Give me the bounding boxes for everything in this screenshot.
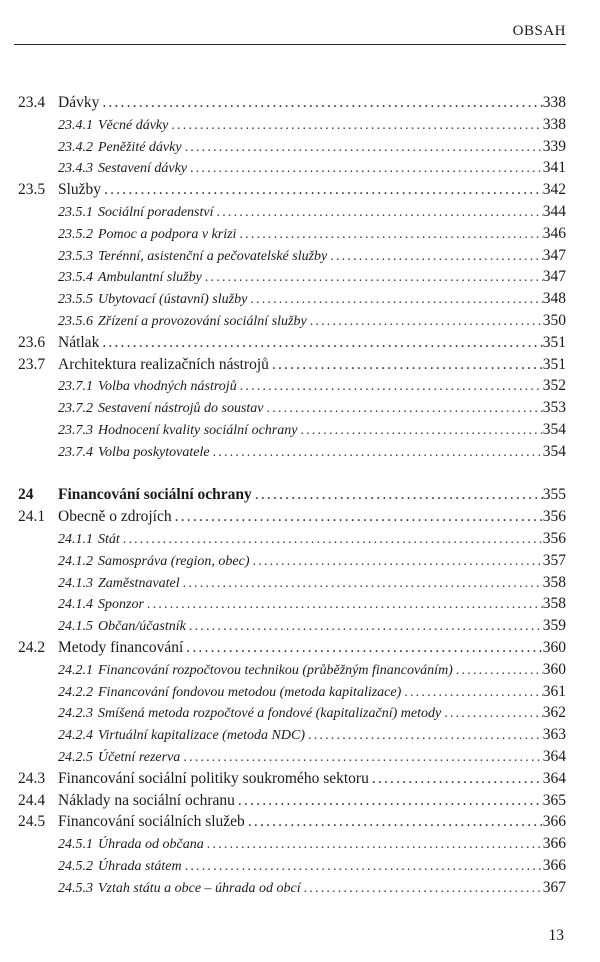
- toc-entry-23-5-5: [18, 288, 566, 310]
- entry-title: Věcné dávky: [98, 117, 169, 133]
- toc-entry-23-5-6: [18, 310, 566, 332]
- entry-title: Terénní, asistenční a pečovatelské služby: [98, 248, 328, 264]
- entry-page: 366: [542, 813, 566, 831]
- dot-leader: [183, 573, 543, 594]
- entry-page: 356: [542, 529, 566, 547]
- dot-leader: [272, 354, 543, 376]
- entry-title: Obecně o zdrojích: [58, 508, 172, 526]
- dot-leader: [123, 529, 543, 550]
- entry-page: 363: [542, 726, 566, 744]
- entry-number: 23.5: [18, 181, 46, 199]
- entry-page: 342: [542, 181, 566, 199]
- toc-entry-23-4-1: [18, 114, 566, 136]
- dot-leader: [205, 267, 543, 288]
- entry-title: Smíšená metoda rozpočtové a fondové (kapitalizační) metody: [98, 706, 442, 722]
- entry-title: Samospráva (region, obec): [98, 553, 250, 569]
- toc-entry-23-5-2: [18, 223, 566, 245]
- toc-entry-23-5-1: [18, 201, 566, 223]
- entry-number: 24.1.3: [58, 575, 93, 591]
- entry-number: 23.4: [18, 94, 46, 111]
- dot-leader: [330, 246, 542, 267]
- entry-title: Pomoc a podpora v krizi: [98, 226, 237, 242]
- toc-entry-24-1-5: [18, 615, 566, 637]
- dot-leader: [147, 594, 543, 615]
- entry-title: Sociální poradenství: [98, 204, 214, 220]
- toc-entry-24-5: [18, 811, 566, 833]
- entry-title: Občan/účastník: [98, 619, 186, 635]
- entry-number: 23.7.3: [58, 422, 93, 438]
- dot-leader: [207, 834, 543, 855]
- entry-number: 23.7.2: [58, 401, 93, 417]
- entry-page: 358: [542, 595, 566, 613]
- entry-page: 341: [542, 159, 566, 177]
- entry-number: 24.1.2: [58, 553, 93, 569]
- page-number: 13: [548, 927, 564, 944]
- entry-title: Volba vhodných nástrojů: [98, 379, 237, 395]
- entry-page: 338: [542, 115, 566, 133]
- dot-leader: [248, 811, 543, 833]
- entry-title: Volba poskytovatele: [98, 444, 210, 460]
- entry-title: Sponzor: [98, 597, 144, 613]
- entry-number: 24.5: [18, 813, 46, 831]
- running-header-title: OBSAH: [512, 23, 566, 39]
- entry-number: 23.7.1: [58, 379, 93, 395]
- entry-page: 365: [542, 791, 566, 809]
- table-of-contents: [18, 92, 566, 898]
- section-gap: [18, 463, 566, 485]
- entry-page: 357: [542, 551, 566, 569]
- entry-page: 347: [542, 268, 566, 286]
- toc-entry-24-2-1: [18, 659, 566, 681]
- toc-entry-23-4-3: [18, 157, 566, 179]
- entry-number: 24.2.4: [58, 728, 93, 744]
- toc-entry-23-4: [18, 92, 566, 114]
- entry-page: 351: [542, 355, 566, 373]
- toc-entry-23-5-4: [18, 266, 566, 288]
- dot-leader: [239, 224, 542, 245]
- entry-number: 24.2.2: [58, 684, 93, 700]
- dot-leader: [308, 725, 543, 746]
- entry-title: Financování sociální ochrany: [58, 486, 252, 504]
- entry-title: Financování fondovou metodou (metoda kapitalizace): [98, 684, 402, 700]
- entry-number: 24.1.5: [58, 619, 93, 635]
- toc-entry-24-1-4: [18, 593, 566, 615]
- entry-number: 24.1: [18, 508, 46, 526]
- entry-number: 24.2: [18, 638, 46, 656]
- dot-leader: [404, 682, 542, 703]
- entry-number: 23.5.5: [58, 292, 93, 308]
- dot-leader: [185, 856, 543, 877]
- entry-title: Náklady na sociální ochranu: [58, 791, 235, 809]
- dot-leader: [250, 289, 542, 310]
- entry-page: 367: [542, 878, 566, 896]
- entry-page: 346: [542, 224, 566, 242]
- dot-leader: [213, 442, 543, 463]
- entry-number: 24.2.5: [58, 749, 93, 765]
- dot-leader: [189, 616, 543, 637]
- toc-entry-24-1-3: [18, 572, 566, 594]
- entry-title: Úhrada státem: [98, 858, 182, 874]
- entry-title: Peněžité dávky: [98, 139, 182, 155]
- entry-number: 23.5.3: [58, 248, 93, 264]
- dot-leader: [253, 551, 543, 572]
- entry-title: Ubytovací (ústavní) služby: [98, 292, 248, 308]
- entry-page: 350: [542, 311, 566, 329]
- entry-title: Financování sociálních služeb: [58, 813, 245, 831]
- running-header: [14, 14, 566, 45]
- dot-leader: [190, 158, 543, 179]
- entry-title: Metody financování: [58, 638, 184, 656]
- entry-number: 23.4.3: [58, 161, 93, 177]
- entry-title: Úhrada od občana: [98, 837, 204, 853]
- entry-title: Architektura realizačních nástrojů: [58, 355, 269, 373]
- entry-number: 23.7.4: [58, 444, 93, 460]
- entry-page: 339: [542, 137, 566, 155]
- entry-title: Hodnocení kvality sociální ochrany: [98, 422, 298, 438]
- entry-page: 358: [542, 573, 566, 591]
- toc-entry-23-6: [18, 332, 566, 354]
- toc-entry-24-5-3: [18, 877, 566, 899]
- entry-number: 23.4.1: [58, 117, 93, 133]
- entry-number: 24.5.1: [58, 837, 93, 853]
- dot-leader: [304, 878, 543, 899]
- dot-leader: [300, 420, 542, 441]
- entry-number: 23.6: [18, 333, 46, 351]
- entry-number: 23.5.4: [58, 270, 93, 286]
- entry-title: Virtuální kapitalizace (metoda NDC): [98, 728, 305, 744]
- toc-entry-24: [18, 484, 566, 506]
- toc-entry-23-7: [18, 354, 566, 376]
- dot-leader: [217, 202, 543, 223]
- toc-entry-24-5-1: [18, 833, 566, 855]
- entry-title: Zaměstnavatel: [98, 575, 180, 591]
- entry-page: 352: [542, 377, 566, 395]
- entry-number: 24.3: [18, 769, 46, 787]
- toc-entry-23-5: [18, 179, 566, 201]
- entry-number: 24.2.3: [58, 706, 93, 722]
- entry-title: Financování sociální politiky soukromého sektoru: [58, 769, 369, 787]
- toc-entry-24-1-2: [18, 550, 566, 572]
- toc-entry-24-4: [18, 790, 566, 812]
- dot-leader: [186, 637, 542, 659]
- toc-entry-24-2-5: [18, 746, 566, 768]
- entry-number: 23.7: [18, 355, 46, 373]
- entry-page: 355: [542, 486, 566, 504]
- dot-leader: [183, 747, 542, 768]
- entry-number: 24.2.1: [58, 662, 93, 678]
- entry-page: 344: [542, 202, 566, 220]
- toc-entry-24-2: [18, 637, 566, 659]
- entry-page: 353: [542, 399, 566, 417]
- dot-leader: [102, 332, 542, 354]
- toc-entry-23-4-2: [18, 136, 566, 158]
- entry-number: 23.5.1: [58, 204, 93, 220]
- entry-page: 364: [542, 747, 566, 765]
- toc-entry-24-2-3: [18, 702, 566, 724]
- dot-leader: [456, 660, 543, 681]
- entry-page: 354: [542, 442, 566, 460]
- dot-leader: [310, 311, 543, 332]
- dot-leader: [240, 376, 543, 397]
- entry-page: 361: [542, 682, 566, 700]
- entry-number: 24.1.4: [58, 597, 93, 613]
- entry-title: Stát: [98, 531, 120, 547]
- dot-leader: [104, 179, 543, 201]
- toc-entry-23-7-3: [18, 419, 566, 441]
- entry-number: 23.5.6: [58, 313, 93, 329]
- entry-page: 348: [542, 290, 566, 308]
- entry-page: 366: [542, 835, 566, 853]
- entry-title: Sestavení nástrojů do soustav: [98, 401, 264, 417]
- entry-page: 362: [542, 704, 566, 722]
- entry-page: 360: [542, 638, 566, 656]
- entry-page: 356: [542, 508, 566, 526]
- entry-title: Účetní rezerva: [98, 749, 181, 765]
- toc-entry-23-7-2: [18, 397, 566, 419]
- toc-entry-24-2-2: [18, 681, 566, 703]
- entry-page: 366: [542, 856, 566, 874]
- entry-page: 359: [542, 617, 566, 635]
- entry-title: Ambulantní služby: [98, 270, 202, 286]
- dot-leader: [171, 115, 542, 136]
- entry-page: 354: [542, 420, 566, 438]
- toc-entry-23-5-3: [18, 245, 566, 267]
- toc-entry-24-1: [18, 506, 566, 528]
- entry-title: Nátlak: [58, 333, 100, 351]
- entry-number: 23.4.2: [58, 139, 93, 155]
- dot-leader: [255, 484, 543, 506]
- entry-page: 347: [542, 246, 566, 264]
- entry-number: 24.1.1: [58, 531, 93, 547]
- entry-number: 24: [18, 486, 34, 504]
- dot-leader: [185, 137, 543, 158]
- entry-title: Zřízení a provozování sociální služby: [98, 313, 307, 329]
- entry-page: 338: [542, 94, 566, 111]
- entry-page: 351: [542, 333, 566, 351]
- entry-title: Sestavení dávky: [98, 161, 188, 177]
- entry-title: Služby: [58, 181, 102, 199]
- entry-title: Financování rozpočtovou technikou (průběžným financováním): [98, 662, 453, 678]
- dot-leader: [102, 92, 542, 114]
- entry-number: 24.5.3: [58, 880, 93, 896]
- dot-leader: [444, 703, 543, 724]
- dot-leader: [238, 790, 543, 812]
- entry-title: Dávky: [58, 94, 100, 111]
- entry-number: 23.5.2: [58, 226, 93, 242]
- toc-entry-24-1-1: [18, 528, 566, 550]
- entry-page: 360: [542, 660, 566, 678]
- toc-entry-24-2-4: [18, 724, 566, 746]
- dot-leader: [372, 768, 543, 790]
- entry-title: Vztah státu a obce – úhrada od obcí: [98, 880, 301, 896]
- toc-entry-23-7-4: [18, 441, 566, 463]
- toc-entry-24-3: [18, 768, 566, 790]
- entry-number: 24.5.2: [58, 858, 93, 874]
- entry-number: 24.4: [18, 791, 46, 809]
- dot-leader: [267, 398, 543, 419]
- toc-entry-24-5-2: [18, 855, 566, 877]
- entry-page: 364: [542, 769, 566, 787]
- dot-leader: [175, 506, 543, 528]
- toc-entry-23-7-1: [18, 375, 566, 397]
